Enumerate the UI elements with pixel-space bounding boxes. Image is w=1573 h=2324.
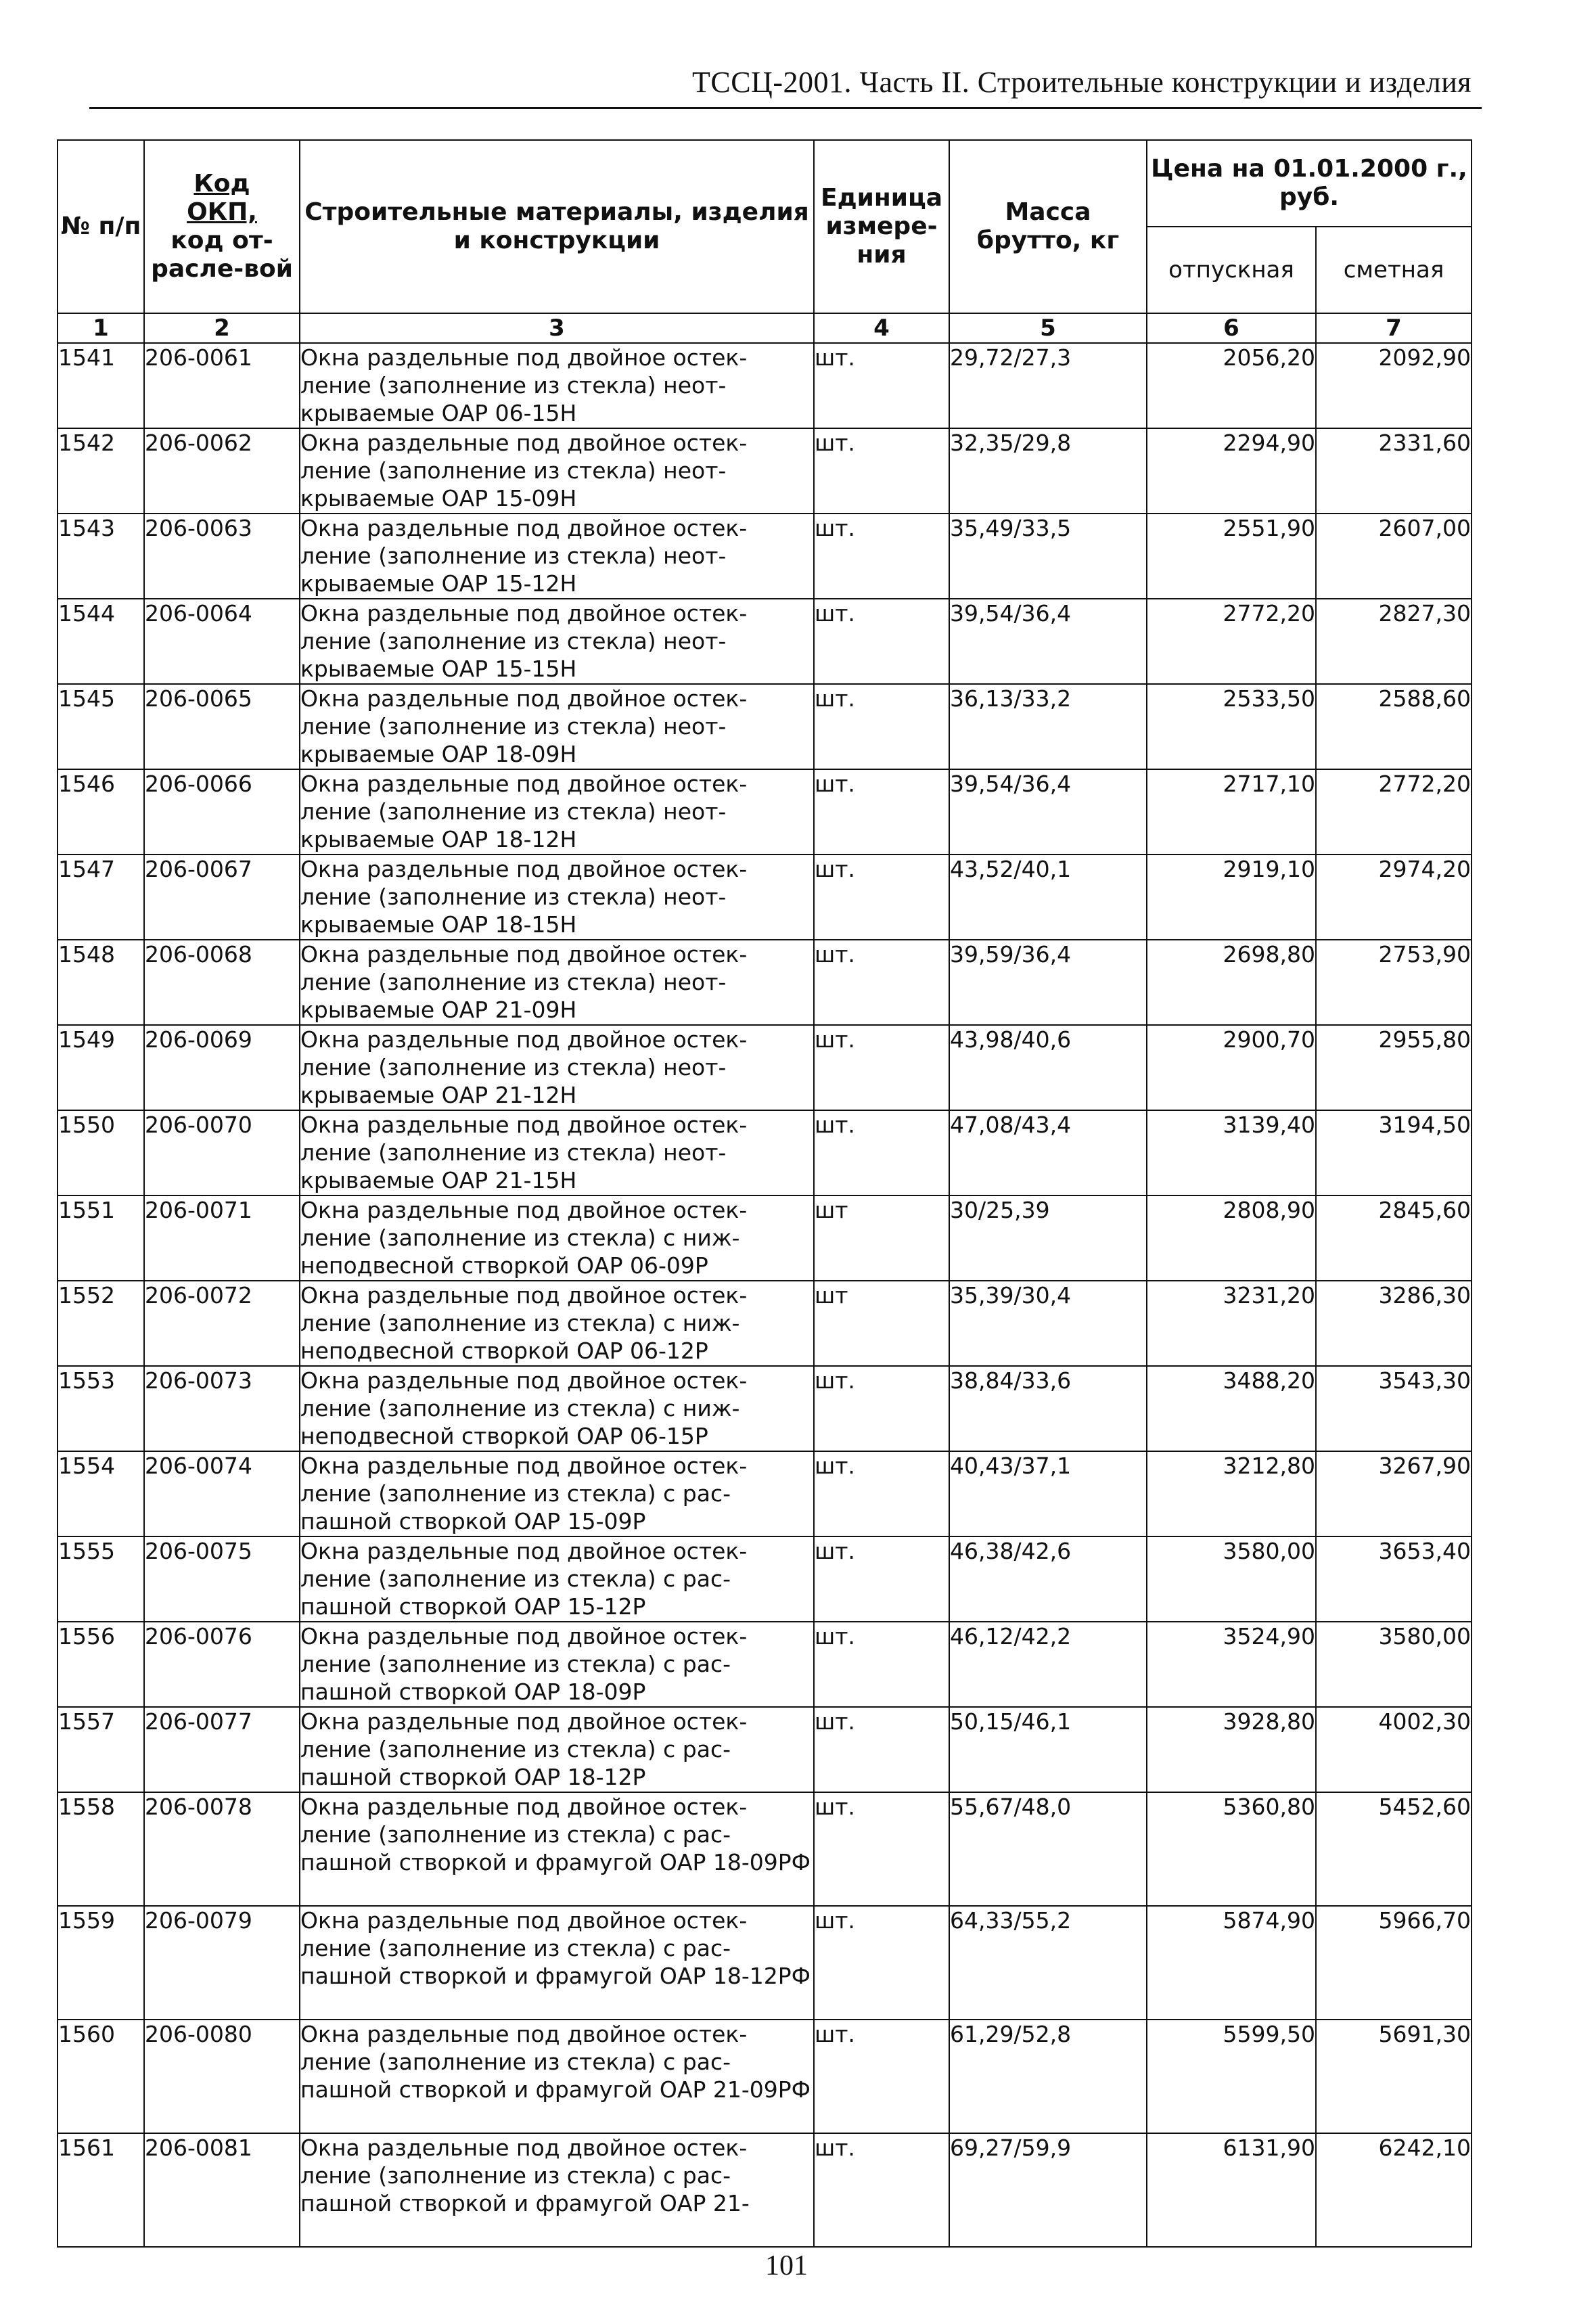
unit-of-measure: шт.: [814, 1025, 949, 1110]
price-release: 2717,10: [1147, 769, 1316, 855]
row-number: 1543: [58, 514, 144, 599]
okp-code: 206-0077: [144, 1707, 300, 1792]
col-number: 7: [1316, 313, 1472, 343]
table-row: [58, 1536, 1472, 1622]
okp-code: 206-0076: [144, 1622, 300, 1707]
unit-of-measure: шт.: [814, 514, 949, 599]
table-row: [58, 1025, 1472, 1110]
okp-code: 206-0066: [144, 769, 300, 855]
price-release: 3488,20: [1147, 1366, 1316, 1451]
okp-code: 206-0065: [144, 684, 300, 769]
row-number: 1544: [58, 599, 144, 684]
item-name: Окна раздельные под двойное остек-ление (заполнение из стекла) с рас-пашной створкой ОАР 15-12Р: [300, 1536, 814, 1622]
okp-code: 206-0067: [144, 855, 300, 940]
row-number: 1547: [58, 855, 144, 940]
row-number: 1561: [58, 2133, 144, 2247]
table-row: [58, 1451, 1472, 1536]
row-number: 1551: [58, 1195, 144, 1281]
gross-mass: 39,54/36,4: [949, 599, 1147, 684]
item-name: Окна раздельные под двойное остек-ление (заполнение из стекла) неот-крываемые ОАР 21-09Н: [300, 940, 814, 1025]
price-estimate: 2753,90: [1316, 940, 1472, 1025]
row-number: 1550: [58, 1110, 144, 1195]
price-estimate: 2331,60: [1316, 428, 1472, 514]
price-estimate: 5452,60: [1316, 1792, 1472, 1906]
header-rule: [89, 107, 1482, 109]
table-row: [58, 684, 1472, 769]
price-release: 6131,90: [1147, 2133, 1316, 2247]
table-row: [58, 2133, 1472, 2247]
price-release: 3524,90: [1147, 1622, 1316, 1707]
row-number: 1545: [58, 684, 144, 769]
unit-of-measure: шт.: [814, 2020, 949, 2133]
gross-mass: 36,13/33,2: [949, 684, 1147, 769]
price-estimate: 3267,90: [1316, 1451, 1472, 1536]
row-number: 1553: [58, 1366, 144, 1451]
price-estimate: 2827,30: [1316, 599, 1472, 684]
price-release: 2698,80: [1147, 940, 1316, 1025]
gross-mass: 39,59/36,4: [949, 940, 1147, 1025]
gross-mass: 47,08/43,4: [949, 1110, 1147, 1195]
price-estimate: 5966,70: [1316, 1906, 1472, 2020]
unit-of-measure: шт.: [814, 684, 949, 769]
price-release: 2056,20: [1147, 343, 1316, 428]
item-name: Окна раздельные под двойное остек-ление (заполнение из стекла) с рас-пашной створкой ОАР 15-09Р: [300, 1451, 814, 1536]
row-number: 1555: [58, 1536, 144, 1622]
table-row: [58, 2020, 1472, 2133]
gross-mass: 43,52/40,1: [949, 855, 1147, 940]
page-number: 101: [765, 2250, 808, 2281]
row-number: 1559: [58, 1906, 144, 2020]
price-release: 5360,80: [1147, 1792, 1316, 1906]
price-estimate: 3194,50: [1316, 1110, 1472, 1195]
col-header-price-estimate: сметная: [1316, 227, 1472, 313]
price-estimate: 2974,20: [1316, 855, 1472, 940]
price-estimate: 2955,80: [1316, 1025, 1472, 1110]
row-number: 1541: [58, 343, 144, 428]
item-name: Окна раздельные под двойное остек-ление (заполнение из стекла) с рас-пашной створкой и фрамугой ОАР 18-09РФ: [300, 1792, 814, 1906]
gross-mass: 35,39/30,4: [949, 1281, 1147, 1366]
price-release: 2900,70: [1147, 1025, 1316, 1110]
unit-of-measure: шт.: [814, 855, 949, 940]
unit-of-measure: шт.: [814, 428, 949, 514]
okp-code: 206-0068: [144, 940, 300, 1025]
price-release: 5874,90: [1147, 1906, 1316, 2020]
row-number: 1552: [58, 1281, 144, 1366]
gross-mass: 50,15/46,1: [949, 1707, 1147, 1792]
row-number: 1556: [58, 1622, 144, 1707]
gross-mass: 69,27/59,9: [949, 2133, 1147, 2247]
row-number: 1548: [58, 940, 144, 1025]
table-row: [58, 940, 1472, 1025]
row-number: 1549: [58, 1025, 144, 1110]
running-head: ТССЦ-2001. Часть II. Строительные конструкции и изделия: [691, 66, 1472, 99]
okp-code: 206-0063: [144, 514, 300, 599]
unit-of-measure: шт.: [814, 343, 949, 428]
item-name: Окна раздельные под двойное остек-ление (заполнение из стекла) с рас-пашной створкой ОАР 18-09Р: [300, 1622, 814, 1707]
unit-of-measure: шт.: [814, 769, 949, 855]
col-header-name: Строительные материалы, изделия и конструкции: [300, 140, 814, 313]
price-estimate: 2607,00: [1316, 514, 1472, 599]
col-number: 6: [1147, 313, 1316, 343]
okp-code: 206-0069: [144, 1025, 300, 1110]
table-row: [58, 428, 1472, 514]
unit-of-measure: шт: [814, 1281, 949, 1366]
okp-code: 206-0074: [144, 1451, 300, 1536]
okp-code: 206-0070: [144, 1110, 300, 1195]
okp-code: 206-0072: [144, 1281, 300, 1366]
price-estimate: 2845,60: [1316, 1195, 1472, 1281]
gross-mass: 30/25,39: [949, 1195, 1147, 1281]
col-header-unit: Единица измере-ния: [814, 140, 949, 313]
price-release: 2772,20: [1147, 599, 1316, 684]
unit-of-measure: шт.: [814, 1622, 949, 1707]
col-header-code-line1: Код: [193, 170, 250, 198]
col-header-price: Цена на 01.01.2000 г., руб.: [1147, 140, 1472, 227]
okp-code: 206-0061: [144, 343, 300, 428]
price-estimate: 3286,30: [1316, 1281, 1472, 1366]
price-release: 3928,80: [1147, 1707, 1316, 1792]
table-row: [58, 1195, 1472, 1281]
table-row: [58, 769, 1472, 855]
table-row: [58, 343, 1472, 428]
unit-of-measure: шт.: [814, 599, 949, 684]
col-header-no: № п/п: [58, 140, 144, 313]
gross-mass: 29,72/27,3: [949, 343, 1147, 428]
col-number: 4: [814, 313, 949, 343]
item-name: Окна раздельные под двойное остек-ление (заполнение из стекла) с рас-пашной створкой и фрамугой ОАР 18-12РФ: [300, 1906, 814, 2020]
gross-mass: 46,38/42,6: [949, 1536, 1147, 1622]
price-table: [57, 139, 1472, 2248]
table-row: [58, 514, 1472, 599]
okp-code: 206-0080: [144, 2020, 300, 2133]
unit-of-measure: шт.: [814, 1792, 949, 1906]
row-number: 1542: [58, 428, 144, 514]
row-number: 1557: [58, 1707, 144, 1792]
unit-of-measure: шт: [814, 1195, 949, 1281]
price-estimate: 2588,60: [1316, 684, 1472, 769]
table-row: [58, 1707, 1472, 1792]
col-header-code-rest: код от-расле-вой: [151, 227, 293, 283]
price-estimate: 2092,90: [1316, 343, 1472, 428]
col-number: 1: [58, 313, 144, 343]
price-release: 2533,50: [1147, 684, 1316, 769]
okp-code: 206-0062: [144, 428, 300, 514]
unit-of-measure: шт.: [814, 1707, 949, 1792]
item-name: Окна раздельные под двойное остек-ление (заполнение из стекла) неот-крываемые ОАР 15-12Н: [300, 514, 814, 599]
price-estimate: 3543,30: [1316, 1366, 1472, 1451]
table-row: [58, 1792, 1472, 1906]
col-header-code-line2: ОКП,: [187, 198, 257, 226]
price-release: 3231,20: [1147, 1281, 1316, 1366]
okp-code: 206-0073: [144, 1366, 300, 1451]
okp-code: 206-0071: [144, 1195, 300, 1281]
okp-code: 206-0081: [144, 2133, 300, 2247]
price-estimate: 2772,20: [1316, 769, 1472, 855]
item-name: Окна раздельные под двойное остек-ление (заполнение из стекла) неот-крываемые ОАР 18-15Н: [300, 855, 814, 940]
gross-mass: 32,35/29,8: [949, 428, 1147, 514]
table-row: [58, 1366, 1472, 1451]
unit-of-measure: шт.: [814, 940, 949, 1025]
price-release: 3139,40: [1147, 1110, 1316, 1195]
item-name: Окна раздельные под двойное остек-ление (заполнение из стекла) с ниж-неподвесной створкой ОАР 06-12Р: [300, 1281, 814, 1366]
table-row: [58, 1281, 1472, 1366]
item-name: Окна раздельные под двойное остек-ление (заполнение из стекла) с рас-пашной створкой и фрамугой ОАР 21-: [300, 2133, 814, 2247]
table-row: [58, 1110, 1472, 1195]
gross-mass: 38,84/33,6: [949, 1366, 1147, 1451]
table-row: [58, 1906, 1472, 2020]
item-name: Окна раздельные под двойное остек-ление (заполнение из стекла) с рас-пашной створкой ОАР 18-12Р: [300, 1707, 814, 1792]
okp-code: 206-0079: [144, 1906, 300, 2020]
item-name: Окна раздельные под двойное остек-ление (заполнение из стекла) с рас-пашной створкой и фрамугой ОАР 21-09РФ: [300, 2020, 814, 2133]
gross-mass: 40,43/37,1: [949, 1451, 1147, 1536]
item-name: Окна раздельные под двойное остек-ление (заполнение из стекла) неот-крываемые ОАР 15-09Н: [300, 428, 814, 514]
row-number: 1560: [58, 2020, 144, 2133]
col-header-price-release: отпускная: [1147, 227, 1316, 313]
item-name: Окна раздельные под двойное остек-ление (заполнение из стекла) с ниж-неподвесной створкой ОАР 06-15Р: [300, 1366, 814, 1451]
table-row: [58, 599, 1472, 684]
gross-mass: 64,33/55,2: [949, 1906, 1147, 2020]
price-release: 2551,90: [1147, 514, 1316, 599]
price-estimate: 4002,30: [1316, 1707, 1472, 1792]
gross-mass: 43,98/40,6: [949, 1025, 1147, 1110]
okp-code: 206-0064: [144, 599, 300, 684]
price-release: 2919,10: [1147, 855, 1316, 940]
gross-mass: 55,67/48,0: [949, 1792, 1147, 1906]
table-row: [58, 855, 1472, 940]
price-release: 2294,90: [1147, 428, 1316, 514]
col-number: 3: [300, 313, 814, 343]
unit-of-measure: шт.: [814, 1110, 949, 1195]
gross-mass: 39,54/36,4: [949, 769, 1147, 855]
table-row: [58, 1622, 1472, 1707]
price-estimate: 3580,00: [1316, 1622, 1472, 1707]
item-name: Окна раздельные под двойное остек-ление (заполнение из стекла) с ниж-неподвесной створкой ОАР 06-09Р: [300, 1195, 814, 1281]
item-name: Окна раздельные под двойное остек-ление (заполнение из стекла) неот-крываемые ОАР 15-15Н: [300, 599, 814, 684]
table-body: [58, 343, 1472, 2247]
price-release: 5599,50: [1147, 2020, 1316, 2133]
col-header-mass: Масса брутто, кг: [949, 140, 1147, 313]
item-name: Окна раздельные под двойное остек-ление (заполнение из стекла) неот-крываемые ОАР 21-12Н: [300, 1025, 814, 1110]
col-header-code: [144, 140, 300, 313]
price-estimate: 6242,10: [1316, 2133, 1472, 2247]
price-release: 2808,90: [1147, 1195, 1316, 1281]
gross-mass: 35,49/33,5: [949, 514, 1147, 599]
item-name: Окна раздельные под двойное остек-ление (заполнение из стекла) неот-крываемые ОАР 06-15Н: [300, 343, 814, 428]
price-estimate: 3653,40: [1316, 1536, 1472, 1622]
price-release: 3580,00: [1147, 1536, 1316, 1622]
okp-code: 206-0078: [144, 1792, 300, 1906]
item-name: Окна раздельные под двойное остек-ление (заполнение из стекла) неот-крываемые ОАР 18-12Н: [300, 769, 814, 855]
okp-code: 206-0075: [144, 1536, 300, 1622]
row-number: 1546: [58, 769, 144, 855]
row-number: 1558: [58, 1792, 144, 1906]
item-name: Окна раздельные под двойное остек-ление (заполнение из стекла) неот-крываемые ОАР 21-15Н: [300, 1110, 814, 1195]
row-number: 1554: [58, 1451, 144, 1536]
unit-of-measure: шт.: [814, 1906, 949, 2020]
unit-of-measure: шт.: [814, 1366, 949, 1451]
unit-of-measure: шт.: [814, 1451, 949, 1536]
col-number: 2: [144, 313, 300, 343]
price-estimate: 5691,30: [1316, 2020, 1472, 2133]
unit-of-measure: шт.: [814, 1536, 949, 1622]
unit-of-measure: шт.: [814, 2133, 949, 2247]
price-release: 3212,80: [1147, 1451, 1316, 1536]
gross-mass: 61,29/52,8: [949, 2020, 1147, 2133]
col-number: 5: [949, 313, 1147, 343]
gross-mass: 46,12/42,2: [949, 1622, 1147, 1707]
item-name: Окна раздельные под двойное остек-ление (заполнение из стекла) неот-крываемые ОАР 18-09Н: [300, 684, 814, 769]
